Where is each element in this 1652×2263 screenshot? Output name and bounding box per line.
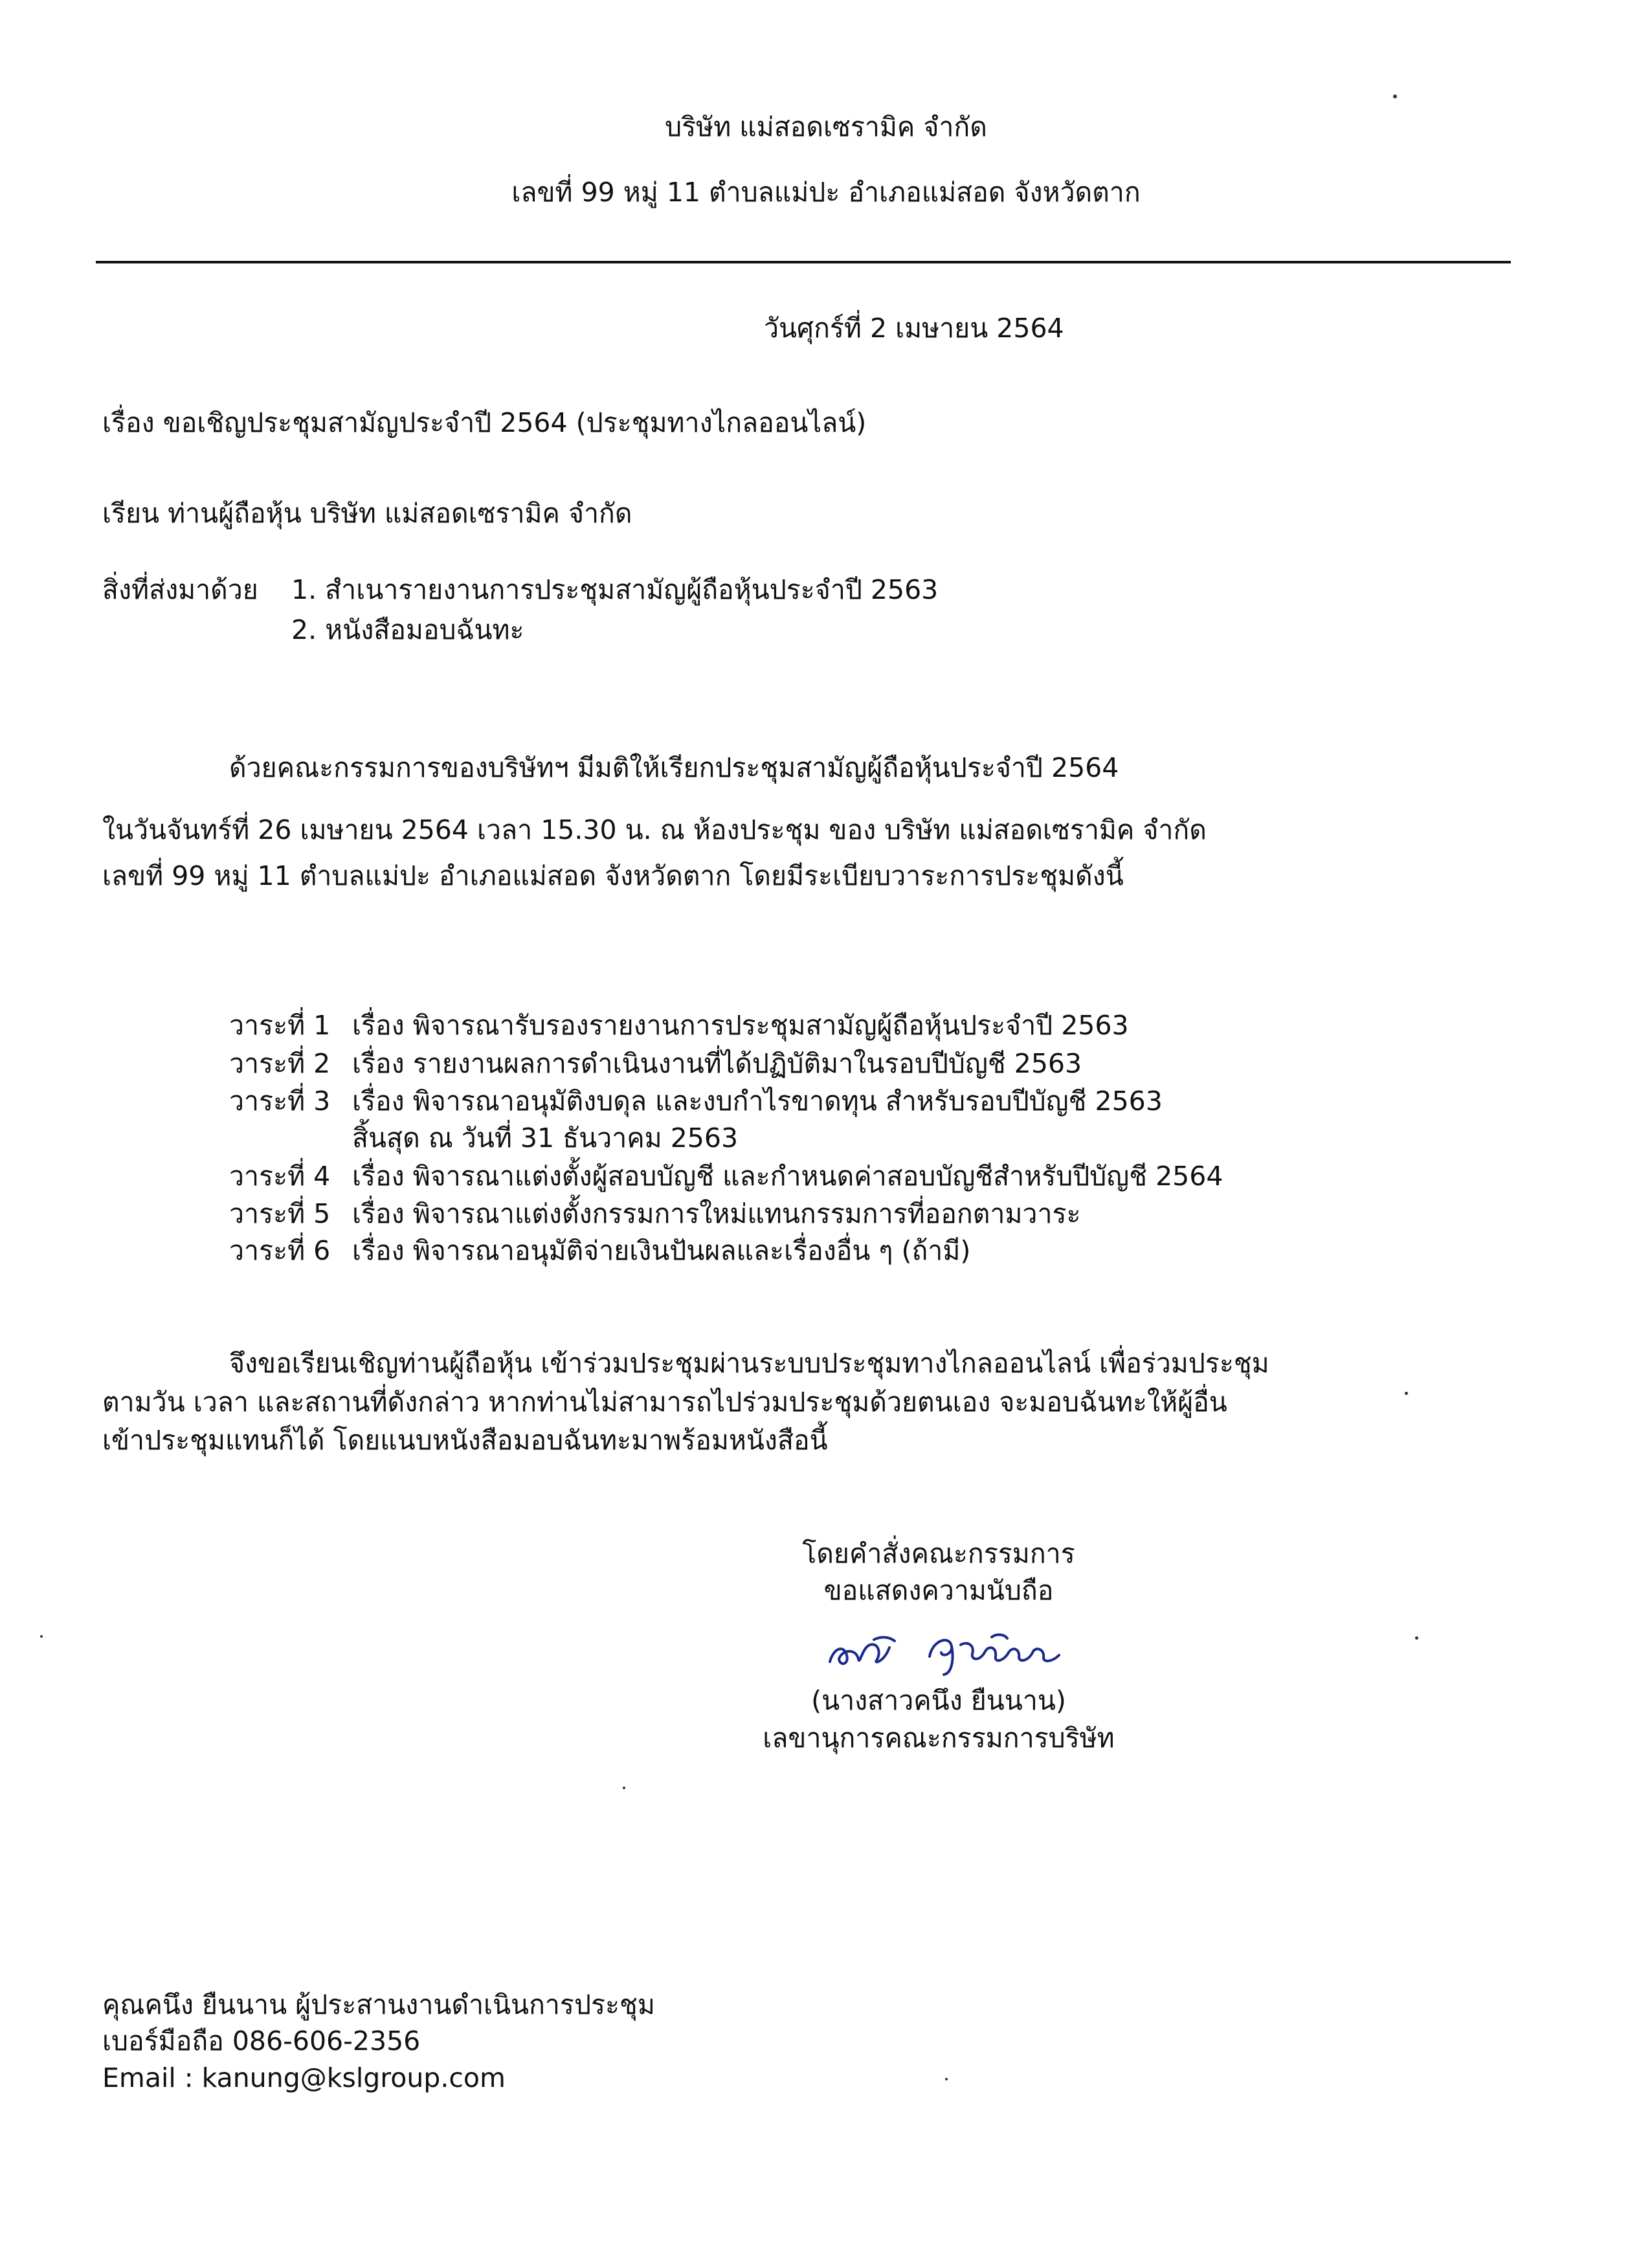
- contact-coordinator: คุณคนึง ยืนนาน ผู้ประสานงานดำเนินการประชุม: [102, 1989, 655, 2020]
- agenda-item: [229, 1012, 1459, 1045]
- scan-speck: [623, 1787, 625, 1789]
- agenda-item: [229, 1235, 1459, 1270]
- company-name: บริษัท แม่สอดเซรามิค จำกัด: [665, 111, 987, 142]
- scan-speck: [1393, 95, 1397, 98]
- agenda-text: เรื่อง พิจารณาอนุมัติงบดุล และงบกำไรขาดทุน สำหรับรอบปีบัญชี 2563: [352, 1086, 1163, 1117]
- agenda-number: วาระที่ 5: [229, 1198, 331, 1229]
- agenda-text: เรื่อง พิจารณาแต่งตั้งกรรมการใหม่แทนกรรมการที่ออกตามวาระ: [352, 1198, 1081, 1229]
- agenda-text: เรื่อง รายงานผลการดำเนินงานที่ได้ปฏิบัติมาในรอบปีบัญชี 2563: [352, 1048, 1082, 1079]
- agenda-number: วาระที่ 2: [229, 1048, 331, 1079]
- scan-speck: [945, 2078, 948, 2080]
- company-address: เลขที่ 99 หมู่ 11 ตำบลแม่ปะ อำเภอแม่สอด จังหวัดตาก: [511, 177, 1141, 208]
- agenda-text: เรื่อง พิจารณาอนุมัติจ่ายเงินปันผลและเรื่องอื่น ๆ (ถ้ามี): [352, 1235, 971, 1266]
- intro-line: เลขที่ 99 หมู่ 11 ตำบลแม่ปะ อำเภอแม่สอด จังหวัดตาก โดยมีระเบียบวาระการประชุมดังนี้: [102, 860, 1124, 891]
- agenda-item-continuation: [229, 1122, 1459, 1157]
- scan-speck: [1405, 1392, 1408, 1395]
- agenda-number: วาระที่ 6: [229, 1235, 331, 1266]
- closing-line: ตามวัน เวลา และสถานที่ดังกล่าว หากท่านไม่สามารถไปร่วมประชุมด้วยตนเอง จะมอบฉันทะให้ผู้อื่น: [102, 1387, 1227, 1418]
- intro-line: ด้วยคณะกรรมการของบริษัทฯ มีมติให้เรียกประชุมสามัญผู้ถือหุ้นประจำปี 2564: [229, 752, 1119, 783]
- intro-line: ในวันจันทร์ที่ 26 เมษายน 2564 เวลา 15.30 น. ณ ห้องประชุม ของ บริษัท แม่สอดเซรามิค จำกัด: [102, 814, 1207, 845]
- agenda-text-continuation: สิ้นสุด ณ วันที่ 31 ธันวาคม 2563: [352, 1122, 739, 1154]
- agenda-item: [229, 1163, 1459, 1196]
- signatory-name: (นางสาวคนึง ยืนนาน): [811, 1685, 1066, 1716]
- agenda-item: [229, 1198, 1459, 1233]
- agenda-item: [229, 1088, 1459, 1120]
- subject-line: เรื่อง ขอเชิญประชุมสามัญประจำปี 2564 (ประชุมทางไกลออนไลน์): [102, 407, 867, 438]
- header-divider: [96, 261, 1511, 263]
- contact-email: Email : kanung@kslgroup.com: [102, 2062, 506, 2093]
- enclosure-item: 2. หนังสือมอบฉันทะ: [291, 614, 524, 645]
- agenda-number: วาระที่ 4: [229, 1161, 331, 1192]
- by-order-line: โดยคำสั่งคณะกรรมการ: [802, 1538, 1075, 1569]
- handwritten-signature: [822, 1622, 1094, 1680]
- recipient-line: เรียน ท่านผู้ถือหุ้น บริษัท แม่สอดเซรามิค จำกัด: [102, 498, 632, 529]
- agenda-number: วาระที่ 3: [229, 1086, 331, 1117]
- enclosures-label: สิ่งที่ส่งมาด้วย: [102, 574, 258, 605]
- regards-line: ขอแสดงความนับถือ: [823, 1575, 1054, 1606]
- signatory-title: เลขานุการคณะกรรมการบริษัท: [763, 1722, 1115, 1754]
- scan-speck: [1415, 1636, 1418, 1640]
- contact-phone: เบอร์มือถือ 086-606-2356: [102, 2025, 421, 2057]
- agenda-text: เรื่อง พิจารณารับรองรายงานการประชุมสามัญผู้ถือหุ้นประจำปี 2563: [352, 1010, 1129, 1041]
- letter-date: วันศุกร์ที่ 2 เมษายน 2564: [764, 313, 1064, 344]
- closing-line: จึงขอเรียนเชิญท่านผู้ถือหุ้น เข้าร่วมประชุมผ่านระบบประชุมทางไกลออนไลน์ เพื่อร่วมประชุม: [229, 1348, 1269, 1379]
- agenda-text: เรื่อง พิจารณาแต่งตั้งผู้สอบบัญชี และกำหนดค่าสอบบัญชีสำหรับปีบัญชี 2564: [352, 1161, 1223, 1192]
- agenda-item: [229, 1048, 1459, 1083]
- closing-line: เข้าประชุมแทนก็ได้ โดยแนบหนังสือมอบฉันทะมาพร้อมหนังสือนี้: [102, 1425, 828, 1456]
- scan-speck: [40, 1635, 43, 1638]
- enclosure-item: 1. สำเนารายงานการประชุมสามัญผู้ถือหุ้นประจำปี 2563: [291, 574, 939, 605]
- agenda-number: วาระที่ 1: [229, 1010, 331, 1041]
